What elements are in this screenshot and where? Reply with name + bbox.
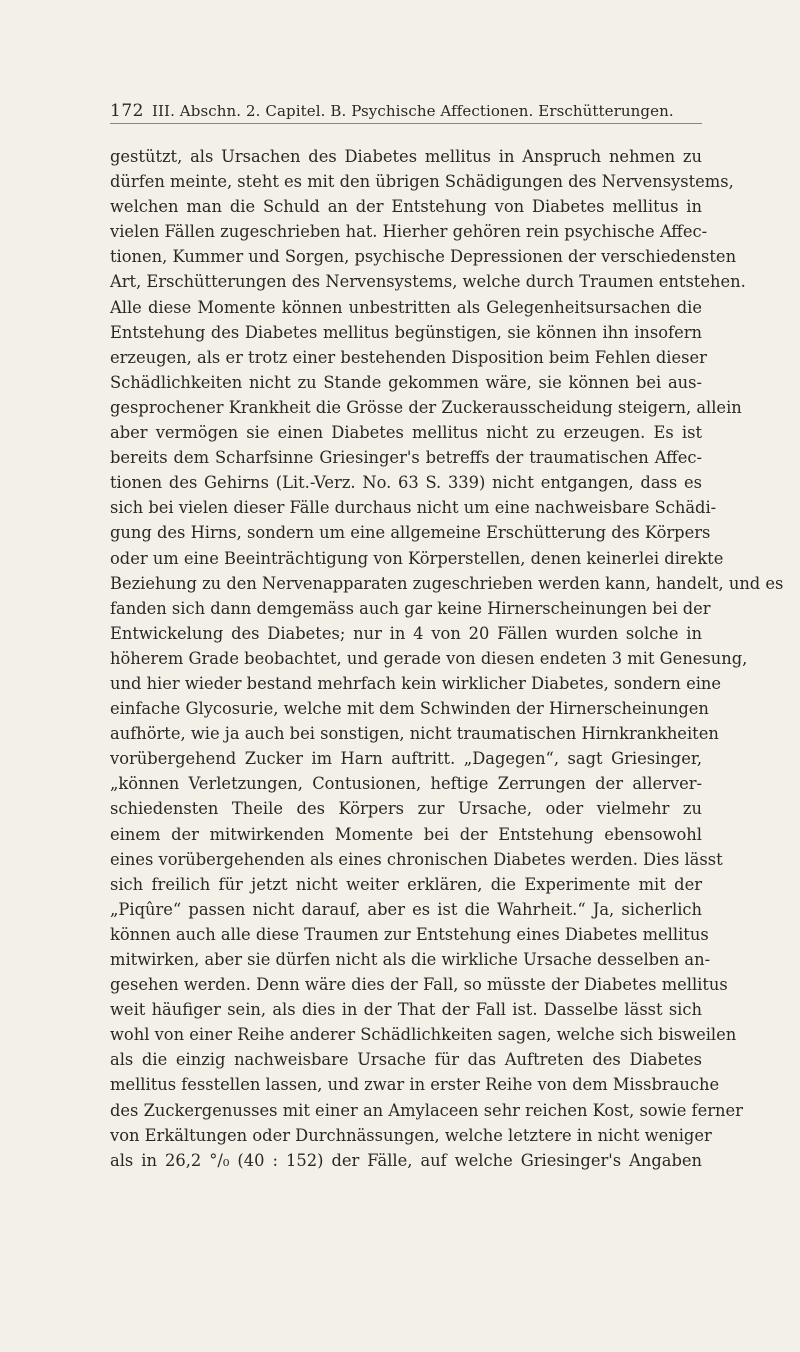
text-line: Beziehung zu den Nervenapparaten zugeschrieben werden kann, handelt, und es [110,573,784,593]
text-line: weit häufiger sein, als dies in der That der Fall ist. Dasselbe lässt sich [110,1000,702,1020]
page-number: 172 [110,101,144,121]
text-line: „können Verletzungen, Contusionen, heftige Zerrungen der allerver- [110,774,702,794]
text-line: Schädlichkeiten nicht zu Stande gekommen wäre, sie können bei aus- [110,372,702,392]
text-line: einem der mitwirkenden Momente bei der Entstehung ebensowohl [110,824,702,844]
text-line: sich freilich für jetzt nicht weiter erklären, die Experimente mit der [110,874,702,894]
text-line: Entstehung des Diabetes mellitus begünstigen, sie können ihn insofern [110,322,702,342]
text-line: gesehen werden. Denn wäre dies der Fall, so müsste der Diabetes mellitus [110,975,728,995]
text-line: sich bei vielen dieser Fälle durchaus nicht um eine nachweisbare Schädi- [110,498,717,518]
text-line: einfache Glycosurie, welche mit dem Schwinden der Hirnerscheinungen [110,699,709,719]
text-line: aufhörte, wie ja auch bei sonstigen, nicht traumatischen Hirnkrankheiten [110,724,719,744]
text-line: dürfen meinte, steht es mit den übrigen Schädigungen des Nervensystems, [110,172,734,192]
header-rule [110,123,702,124]
text-line: gestützt, als Ursachen des Diabetes mellitus in Anspruch nehmen zu [110,147,702,166]
text-line: fanden sich dann demgemäss auch gar keine Hirnerscheinungen bei der [110,598,711,618]
text-line: als in 26,2 °/₀ (40 : 152) der Fälle, auf welche Griesinger's Angaben [110,1150,702,1170]
text-line: eines vorübergehenden als eines chronischen Diabetes werden. Dies lässt [110,849,723,869]
text-line: aber vermögen sie einen Diabetes mellitus nicht zu erzeugen. Es ist [110,423,702,443]
text-line: bereits dem Scharfsinne Griesinger's betreffs der traumatischen Affec- [110,448,702,468]
body-text [110,144,784,1173]
text-line: mellitus fesstellen lassen, und zwar in erster Reihe von dem Missbrauche [110,1075,720,1095]
text-line: vielen Fällen zugeschrieben hat. Hierher gehören rein psychische Affec- [110,222,708,242]
text-line: Art, Erschütterungen des Nervensystems, welche durch Traumen entstehen. [110,272,746,292]
text-line: tionen, Kummer und Sorgen, psychische Depressionen der verschiedensten [110,247,737,267]
text-line: wohl von einer Reihe anderer Schädlichkeiten sagen, welche sich bisweilen [110,1025,737,1045]
text-line: tionen des Gehirns (Lit.-Verz. No. 63 S. 339) nicht entgangen, dass es [110,473,702,493]
text-line: Alle diese Momente können unbestritten als Gelegenheitsursachen die [110,297,702,317]
text-line: mitwirken, aber sie dürfen nicht als die wirkliche Ursache desselben an- [110,950,711,969]
text-line: schiedensten Theile des Körpers zur Ursache, oder vielmehr zu [110,799,702,819]
text-line: welchen man die Schuld an der Entstehung von Diabetes mellitus in [110,197,702,217]
text-line: als die einzig nachweisbare Ursache für das Auftreten des Diabetes [110,1050,702,1070]
text-line: des Zuckergenusses mit einer an Amylaceen sehr reichen Kost, sowie ferner [110,1100,743,1120]
text-line: Entwickelung des Diabetes; nur in 4 von 20 Fällen wurden solche in [110,623,702,643]
text-line: erzeugen, als er trotz einer bestehenden Disposition beim Fehlen dieser [110,347,707,367]
text-line: höherem Grade beobachtet, und gerade von diesen endeten 3 mit Genesung, [110,648,748,668]
text-line: gesprochener Krankheit die Grösse der Zuckerausscheidung steigern, allein [110,397,742,417]
running-title: III. Abschn. 2. Capitel. B. Psychische Affectionen. Erschütterungen. [152,102,674,120]
text-line: und hier wieder bestand mehrfach kein wirklicher Diabetes, sondern eine [110,673,722,693]
text-line: können auch alle diese Traumen zur Entstehung eines Diabetes mellitus [110,924,709,944]
text-line: von Erkältungen oder Durchnässungen, welche letztere in nicht weniger [110,1125,712,1145]
text-line: gung des Hirns, sondern um eine allgemeine Erschütterung des Körpers [110,523,711,543]
text-line: oder um eine Beeinträchtigung von Körperstellen, denen keinerlei direkte [110,548,724,568]
text-line: „Piqûre“ passen nicht darauf, aber es ist die Wahrheit.“ Ja, sicherlich [110,899,702,919]
text-line: vorübergehend Zucker im Harn auftritt. „Dagegen“, sagt Griesinger, [110,749,702,769]
